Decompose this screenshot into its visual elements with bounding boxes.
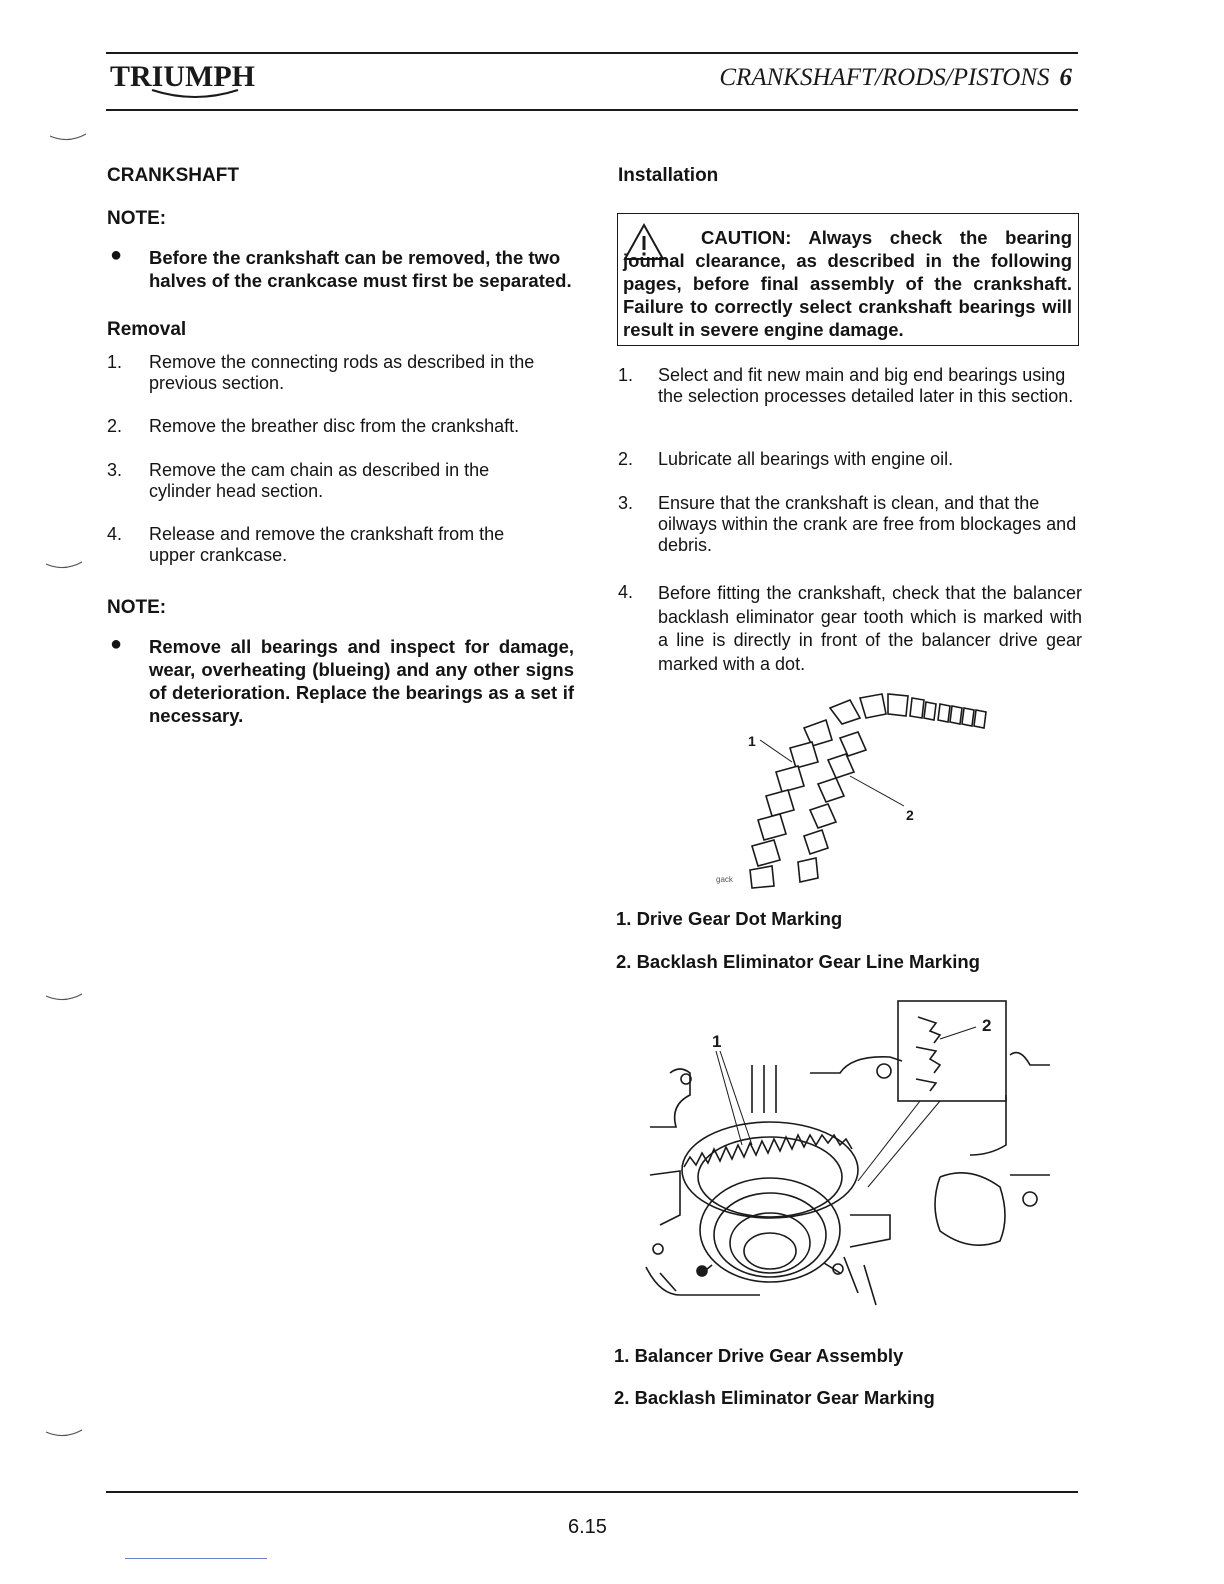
margin-tick-icon bbox=[44, 992, 84, 1006]
figure-caption: 1. Balancer Drive Gear Assembly bbox=[614, 1345, 904, 1366]
step-number: 2. bbox=[618, 449, 634, 469]
note-text: Remove all bearings and inspect for damage, wear, overheating (blueing) and any other signs of deterioration. Replace the bearings as a set if necessary. bbox=[149, 636, 574, 726]
figure2-callout-1: 1 bbox=[712, 1032, 722, 1051]
step-number: 3. bbox=[107, 460, 123, 480]
figure-caption: 1. Drive Gear Dot Marking bbox=[616, 908, 843, 929]
figure-caption: 2. Backlash Eliminator Gear Marking bbox=[614, 1387, 935, 1408]
step-number: 4. bbox=[618, 582, 634, 602]
page-number: 6.15 bbox=[568, 1516, 607, 1538]
note-text: Before the crankshaft can be removed, the two halves of the crankcase must first be separated. bbox=[149, 247, 572, 291]
triumph-logo: TRIUMPH bbox=[110, 60, 255, 93]
chapter-title: CRANKSHAFT/RODS/PISTONS bbox=[719, 64, 1050, 91]
removal-step: Remove the connecting rods as described in the previous section. bbox=[149, 352, 535, 393]
figure1-callout-2: 2 bbox=[906, 807, 914, 823]
figure-caption: 2. Backlash Eliminator Gear Line Marking bbox=[616, 951, 980, 972]
caution-label: CAUTION: bbox=[701, 227, 792, 248]
figure1-callout-1: 1 bbox=[748, 733, 756, 749]
caution-box bbox=[617, 213, 1079, 346]
chapter-number: 6 bbox=[1059, 64, 1072, 91]
step-number: 2. bbox=[107, 416, 123, 436]
balancer-gear-figure bbox=[640, 995, 1060, 1315]
header-top-rule bbox=[106, 52, 1078, 54]
note-label: NOTE: bbox=[107, 597, 167, 618]
removal-step: Remove the cam chain as described in the cylinder head section. bbox=[149, 460, 490, 501]
margin-tick-icon bbox=[44, 1428, 84, 1442]
bullet-dot: ● bbox=[110, 633, 123, 655]
caution-text bbox=[623, 226, 1072, 341]
header-bottom-rule bbox=[106, 109, 1078, 111]
figure1-ref-code: gack bbox=[716, 875, 733, 884]
step-number: 1. bbox=[618, 365, 634, 385]
step-number: 3. bbox=[618, 493, 634, 513]
caution-body: Always check the bearing journal clearance, as described in the following pages, before final assembly of the crankshaft. Failure to correctly select crankshaft bearings will result in severe engine damage. bbox=[623, 227, 1072, 340]
installation-step: Before fitting the crankshaft, check that the balancer backlash eliminator gear tooth which is marked with a line is directly in front of the balancer drive gear marked with a dot. bbox=[658, 583, 1082, 674]
scan-edge-line bbox=[125, 1558, 267, 1559]
installation-step: Ensure that the crankshaft is clean, and that the oilways within the crank are free from blockages and debris. bbox=[658, 493, 1077, 555]
footer-rule bbox=[106, 1491, 1078, 1493]
step-number: 1. bbox=[107, 352, 123, 372]
removal-title: Removal bbox=[107, 319, 187, 340]
bullet-dot: ● bbox=[110, 244, 123, 266]
installation-step: Select and fit new main and big end bearings using the selection processes detailed later in this section. bbox=[658, 365, 1074, 406]
margin-tick-icon bbox=[44, 560, 84, 574]
section-title: CRANKSHAFT bbox=[107, 165, 239, 186]
gear-teeth-figure bbox=[700, 688, 1000, 898]
logo-swoosh-icon bbox=[150, 86, 240, 102]
installation-title: Installation bbox=[618, 165, 719, 186]
margin-tick-icon bbox=[48, 132, 88, 146]
removal-step: Release and remove the crankshaft from the upper crankcase. bbox=[149, 524, 505, 565]
chapter-heading bbox=[719, 64, 1072, 92]
removal-step: Remove the breather disc from the crankshaft. bbox=[149, 416, 520, 436]
note-label: NOTE: bbox=[107, 208, 167, 229]
step-number: 4. bbox=[107, 524, 123, 544]
figure2-callout-2: 2 bbox=[982, 1016, 992, 1035]
installation-step: Lubricate all bearings with engine oil. bbox=[658, 449, 954, 469]
